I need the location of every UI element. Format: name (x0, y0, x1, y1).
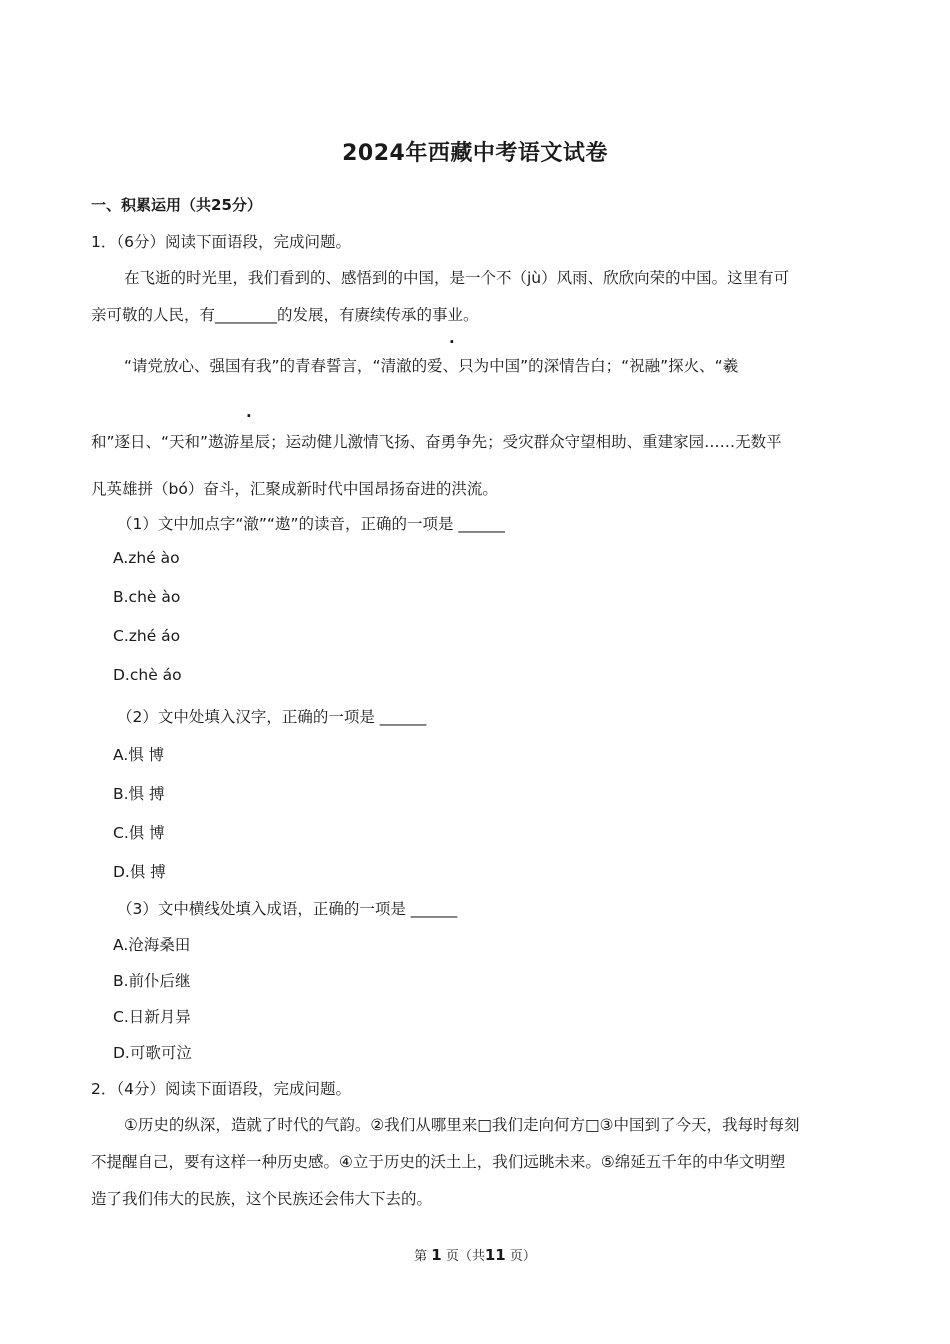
option-d: D.chè áo (113, 666, 182, 684)
passage-3-line-2: 不提醒自己，要有这样一种历史感。④立于历史的沃土上，我们远眺未来。⑤绵延五千年的中华文明塑 (91, 1153, 786, 1171)
passage-1-line-1: 在飞逝的时光里，我们看到的、感悟到的中国，是一个不（jù）风雨、欣欣向荣的中国。这里有可 (124, 269, 790, 287)
question-1-header: 1．（6分）阅读下面语段，完成问题。 (91, 233, 351, 251)
option-a: A.沧海桑田 (113, 936, 191, 954)
passage-2-line-3: 凡英雄拼（bó）奋斗，汇聚成新时代中国昂扬奋进的洪流。 (91, 480, 498, 498)
sub-question-2: （2）文中处填入汉字，正确的一项是 ______ (117, 708, 427, 726)
emphasis-dot: · (449, 333, 455, 351)
emphasis-dot: · (246, 407, 252, 425)
option-d: D.俱 搏 (113, 863, 166, 881)
page-title: 2024年西藏中考语文试卷 (342, 141, 608, 166)
footer-suffix: 页） (509, 1249, 536, 1264)
footer-middle: 页（共 (445, 1249, 485, 1264)
option-b: B.chè ào (113, 588, 181, 606)
option-a: A.zhé ào (113, 549, 180, 567)
passage-3-line-3: 造了我们伟大的民族，这个民族还会伟大下去的。 (91, 1190, 433, 1208)
option-b: B.惧 搏 (113, 785, 165, 803)
option-c: C.zhé áo (113, 627, 181, 645)
passage-2-line-1: “请党放心、强国有我”的青春誓言，“清澈的爱、只为中国”的深情告白；“祝融”探火、“羲 (124, 357, 739, 375)
passage-2-line-2: 和”逐日、“天和”遨游星辰；运动健儿激情飞扬、奋勇争先；受灾群众守望相助、重建家园……无数平 (91, 433, 782, 451)
option-c: C.日新月异 (113, 1008, 191, 1026)
sub-question-3: （3）文中横线处填入成语，正确的一项是 ______ (117, 900, 458, 918)
current-page-number: 1 (431, 1246, 442, 1264)
option-c: C.俱 博 (113, 824, 165, 842)
option-b: B.前仆后继 (113, 972, 191, 990)
option-a: A.惧 博 (113, 746, 165, 764)
question-2-header: 2．（4分）阅读下面语段，完成问题。 (91, 1080, 351, 1098)
section-heading: 一、积累运用（共25分） (91, 196, 262, 214)
sub-question-1: （1）文中加点字“澈”“遨”的读音，正确的一项是 ______ (117, 515, 505, 533)
passage-1-line-2: 亲可敬的人民，有________的发展，有赓续传承的事业。 (91, 306, 479, 324)
passage-3-line-1: ①历史的纵深，造就了时代的气韵。②我们从哪里来□我们走向何方□③中国到了今天，我每时每刻 (124, 1116, 800, 1134)
footer-prefix: 第 (414, 1249, 428, 1264)
total-page-number: 11 (484, 1246, 506, 1264)
page-footer (0, 1245, 950, 1264)
option-d: D.可歌可泣 (113, 1044, 192, 1062)
